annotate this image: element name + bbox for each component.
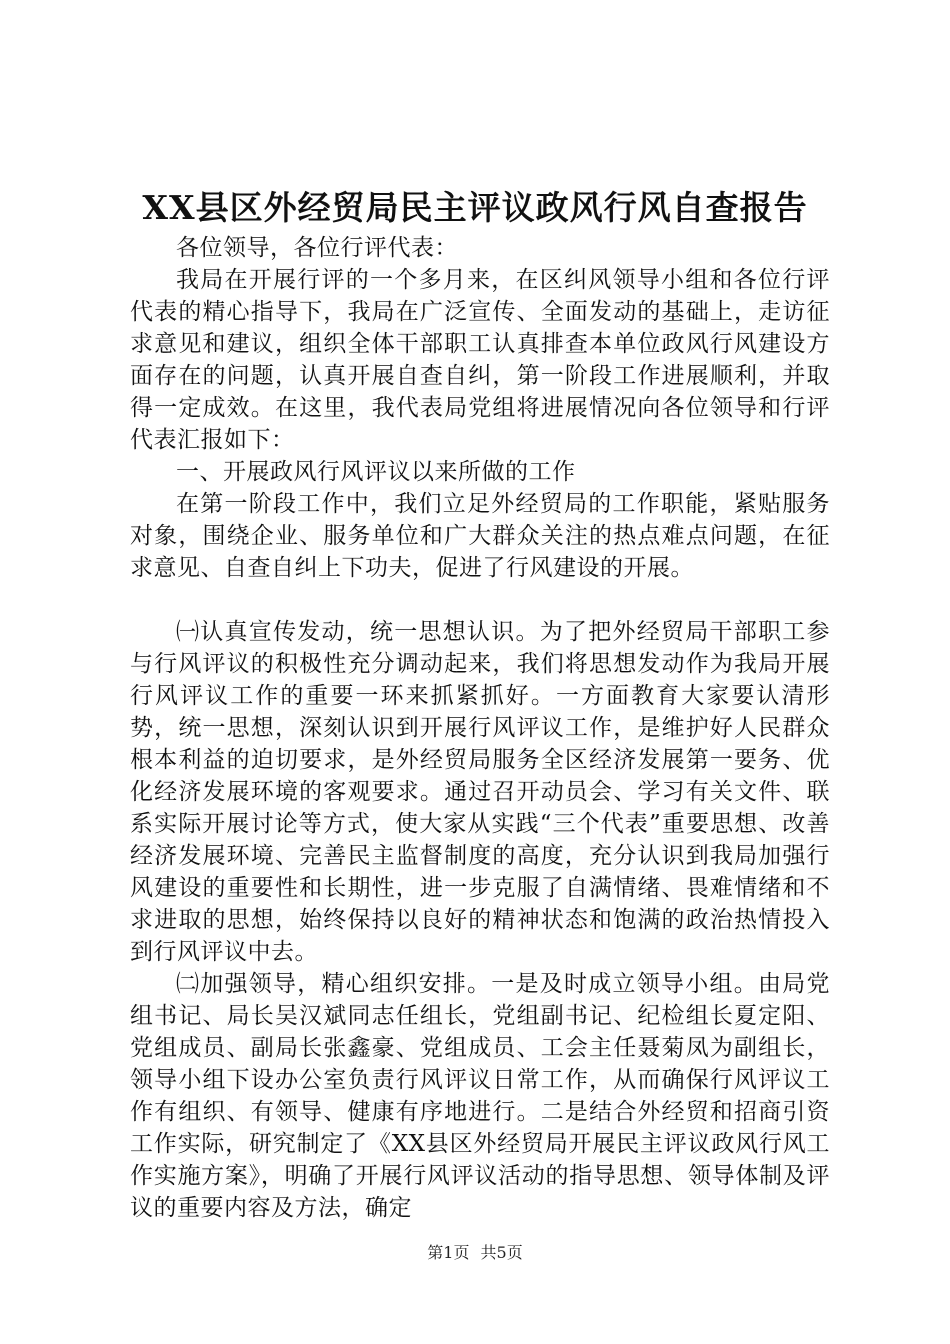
document-title: XX县区外经贸局民主评议政风行风自查报告 xyxy=(142,188,808,227)
section-intro-paragraph: 在第一阶段工作中，我们立足外经贸局的工作职能，紧贴服务对象，围绕企业、服务单位和广大群众关注的热点难点问题，在征求意见、自查自纠上下功夫，促进了行风建设的开展。 xyxy=(130,491,830,581)
intro-paragraph: 我局在开展行评的一个多月来，在区纠风领导小组和各位行评代表的精心指导下，我局在广泛宣传、全面发动的基础上，走访征求意见和建议，组织全体干部职工认真排查本单位政风行风建设方面存在的问题，认真开展自查自纠，第一阶段工作进展顺利，并取得一定成效。在这里，我代表局党组将进展情况向各位领导和行评代表汇报如下： xyxy=(130,267,830,453)
page-footer xyxy=(0,1242,950,1264)
item-one-paragraph: ㈠认真宣传发动，统一思想认识。为了把外经贸局干部职工参与行风评议的积极性充分调动起来，我们将思想发动作为我局开展行风评议工作的重要一环来抓紧抓好。一方面教育大家要认清形势，统一思想，深刻认识到开展行风评议工作，是维护好人民群众根本利益的迫切要求，是外经贸局服务全区经济发展第一要务、优化经济发展环境的客观要求。通过召开动员会、学习有关文件、联系实际开展讨论等方式，使大家从实践“三个代表”重要思想、改善经济发展环境、完善民主监督制度的高度，充分认识到我局加强行风建设的重要性和长期性，进一步克服了自满情绪、畏难情绪和不求进取的思想，始终保持以良好的精神状态和饱满的政治热情投入到行风评议中去。 xyxy=(130,619,830,965)
salutation: 各位领导，各位行评代表： xyxy=(176,235,458,261)
page-total: 共5页 xyxy=(480,1243,523,1262)
document-body xyxy=(130,232,830,1224)
page-number: 第1页 xyxy=(427,1243,470,1262)
section-heading: 一、开展政风行风评议以来所做的工作 xyxy=(176,459,576,485)
item-two-paragraph: ㈡加强领导，精心组织安排。一是及时成立领导小组。由局党组书记、局长吴汉斌同志任组长，党组副书记、纪检组长夏定阳、党组成员、副局长张鑫豪、党组成员、工会主任聂菊凤为副组长，领导小组下设办公室负责行风评议日常工作，从而确保行风评议工作有组织、有领导、健康有序地进行。二是结合外经贸和招商引资工作实际，研究制定了《XX县区外经贸局开展民主评议政风行风工作实施方案》，明确了开展行风评议活动的指导思想、领导体制及评议的重要内容及方法，确定 xyxy=(130,971,830,1221)
